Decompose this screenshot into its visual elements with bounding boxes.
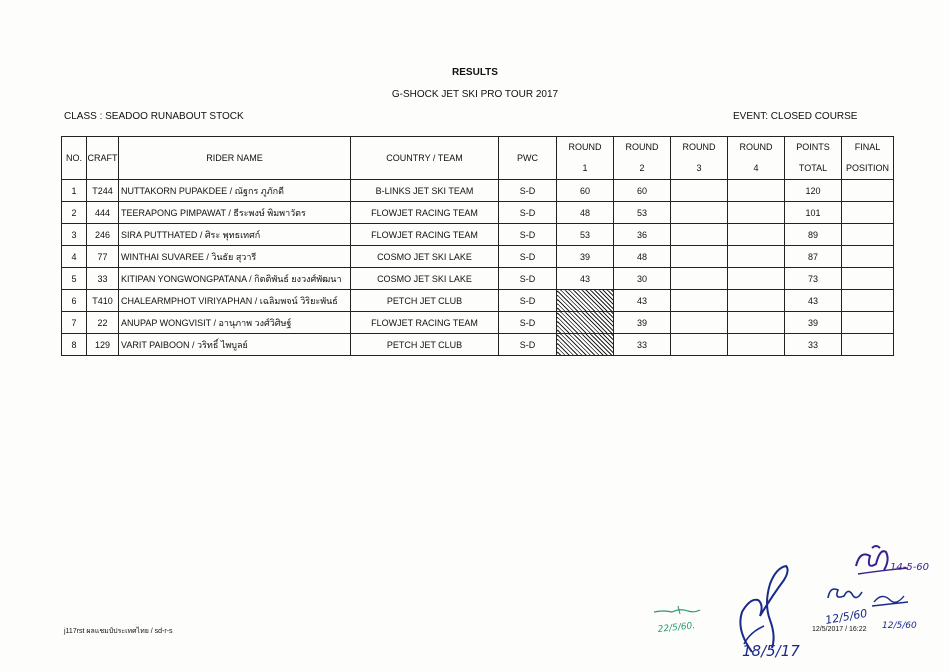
table-row	[62, 180, 894, 202]
table-row	[62, 334, 894, 356]
cell-round-2: 39	[614, 312, 671, 334]
cell-pwc: S-D	[499, 180, 557, 202]
cell-craft: 444	[87, 202, 119, 224]
cell-total: 33	[785, 334, 842, 356]
cell-pwc: S-D	[499, 290, 557, 312]
cell-round-1-hatched	[557, 334, 614, 356]
cell-craft: 33	[87, 268, 119, 290]
class-label: CLASS : SEADOO RUNABOUT STOCK	[64, 111, 244, 122]
header-final-line2: POSITION	[845, 163, 889, 173]
cell-round-3	[671, 202, 728, 224]
cell-round-1: 60	[557, 180, 614, 202]
cell-craft: T244	[87, 180, 119, 202]
table-row	[62, 290, 894, 312]
cell-craft: T410	[87, 290, 119, 312]
cell-round-2: 53	[614, 202, 671, 224]
header-round-4-line2: 4	[753, 163, 759, 173]
cell-pwc: S-D	[499, 268, 557, 290]
cell-round-2: 43	[614, 290, 671, 312]
cell-final	[842, 224, 894, 246]
cell-total: 73	[785, 268, 842, 290]
cell-round-1: 39	[557, 246, 614, 268]
header-round-2-line1: ROUND	[625, 142, 659, 152]
cell-round-2: 33	[614, 334, 671, 356]
cell-round-4	[728, 224, 785, 246]
cell-no: 5	[62, 268, 87, 290]
cell-round-3	[671, 246, 728, 268]
cell-final	[842, 180, 894, 202]
cell-round-3	[671, 268, 728, 290]
cell-round-4	[728, 268, 785, 290]
header-round-4	[728, 137, 785, 180]
event-label: EVENT: CLOSED COURSE	[733, 111, 858, 122]
cell-team: COSMO JET SKI LAKE	[351, 246, 499, 268]
signature-large-date: 18/5/17	[742, 642, 800, 658]
header-no: NO.	[62, 137, 87, 180]
cell-round-4	[728, 334, 785, 356]
table-row	[62, 312, 894, 334]
header-round-1	[557, 137, 614, 180]
cell-round-1: 43	[557, 268, 614, 290]
cell-rider: VARIT PAIBOON / วริทธิ์ ไพบูลย์	[119, 334, 351, 356]
cell-no: 1	[62, 180, 87, 202]
cell-craft: 22	[87, 312, 119, 334]
footer-print-timestamp: 12/5/2017 / 16:22	[812, 626, 867, 633]
cell-round-2: 30	[614, 268, 671, 290]
signature-purple	[846, 540, 942, 580]
cell-team: PETCH JET CLUB	[351, 334, 499, 356]
cell-pwc: S-D	[499, 312, 557, 334]
header-craft: CRAFT	[87, 137, 119, 180]
header-round-1-line1: ROUND	[568, 142, 602, 152]
document-title: RESULTS	[452, 67, 498, 78]
cell-rider: NUTTAKORN PUPAKDEE / ณัฐกร ภูภักดี	[119, 180, 351, 202]
cell-rider: ANUPAP WONGVISIT / อานุภาพ วงศ์วิศิษฐ์	[119, 312, 351, 334]
cell-final	[842, 334, 894, 356]
table-row	[62, 246, 894, 268]
cell-total: 89	[785, 224, 842, 246]
header-row	[62, 137, 894, 180]
cell-round-3	[671, 312, 728, 334]
cell-team: PETCH JET CLUB	[351, 290, 499, 312]
cell-rider: TEERAPONG PIMPAWAT / ธีระพงษ์ พิมพาวัตร	[119, 202, 351, 224]
cell-final	[842, 268, 894, 290]
table-row	[62, 202, 894, 224]
cell-no: 8	[62, 334, 87, 356]
cell-total: 120	[785, 180, 842, 202]
cell-no: 6	[62, 290, 87, 312]
cell-total: 87	[785, 246, 842, 268]
header-final	[842, 137, 894, 180]
cell-craft: 246	[87, 224, 119, 246]
cell-total: 43	[785, 290, 842, 312]
header-points-line1: POINTS	[796, 142, 830, 152]
signature-green	[650, 602, 710, 638]
cell-pwc: S-D	[499, 334, 557, 356]
cell-no: 4	[62, 246, 87, 268]
cell-round-3	[671, 180, 728, 202]
cell-round-3	[671, 224, 728, 246]
header-round-3	[671, 137, 728, 180]
cell-final	[842, 202, 894, 224]
cell-rider: KITIPAN YONGWONGPATANA / กิตติพันธ์ ยงวงศ์พัฒนา	[119, 268, 351, 290]
cell-rider: CHALEARMPHOT VIRIYAPHAN / เฉลิมพจน์ วิริยะพันธ์	[119, 290, 351, 312]
cell-round-3	[671, 290, 728, 312]
cell-round-4	[728, 290, 785, 312]
cell-round-4	[728, 202, 785, 224]
header-round-2	[614, 137, 671, 180]
header-pwc: PWC	[499, 137, 557, 180]
cell-pwc: S-D	[499, 202, 557, 224]
cell-total: 101	[785, 202, 842, 224]
signature-right-date: 12/5/60	[882, 621, 917, 631]
cell-no: 2	[62, 202, 87, 224]
header-country: COUNTRY / TEAM	[351, 137, 499, 180]
header-round-3-line1: ROUND	[682, 142, 716, 152]
header-points	[785, 137, 842, 180]
header-round-2-line2: 2	[639, 163, 645, 173]
header-points-line2: TOTAL	[798, 163, 828, 173]
cell-team: FLOWJET RACING TEAM	[351, 202, 499, 224]
cell-round-1: 48	[557, 202, 614, 224]
cell-team: B-LINKS JET SKI TEAM	[351, 180, 499, 202]
signature-green-date: 22/5/60.	[657, 621, 696, 635]
cell-round-1-hatched	[557, 290, 614, 312]
cell-round-1: 53	[557, 224, 614, 246]
cell-craft: 129	[87, 334, 119, 356]
cell-no: 7	[62, 312, 87, 334]
cell-final	[842, 290, 894, 312]
header-round-4-line1: ROUND	[739, 142, 773, 152]
cell-round-2: 60	[614, 180, 671, 202]
cell-no: 3	[62, 224, 87, 246]
header-round-3-line2: 3	[696, 163, 702, 173]
cell-pwc: S-D	[499, 246, 557, 268]
results-table	[61, 136, 894, 356]
cell-final	[842, 246, 894, 268]
header-round-1-line2: 1	[582, 163, 588, 173]
signature-large-blue	[724, 560, 814, 658]
header-final-line1: FINAL	[854, 142, 881, 152]
cell-craft: 77	[87, 246, 119, 268]
cell-team: COSMO JET SKI LAKE	[351, 268, 499, 290]
document-subtitle: G-SHOCK JET SKI PRO TOUR 2017	[391, 89, 559, 100]
cell-round-4	[728, 180, 785, 202]
cell-rider: WINTHAI SUVAREE / วินธัย สุวารี	[119, 246, 351, 268]
cell-round-3	[671, 334, 728, 356]
cell-round-4	[728, 312, 785, 334]
signature-purple-date: 14-5-60	[890, 562, 930, 573]
cell-team: FLOWJET RACING TEAM	[351, 224, 499, 246]
cell-total: 39	[785, 312, 842, 334]
cell-round-4	[728, 246, 785, 268]
footer-file-reference: j117rst ผลแชมป์ประเทศไทย / sd-r-s	[64, 628, 173, 635]
header-rider: RIDER NAME	[119, 137, 351, 180]
table-row	[62, 224, 894, 246]
cell-round-2: 48	[614, 246, 671, 268]
signature-right-blue	[868, 588, 928, 634]
table-row	[62, 268, 894, 290]
cell-team: FLOWJET RACING TEAM	[351, 312, 499, 334]
cell-final	[842, 312, 894, 334]
cell-pwc: S-D	[499, 224, 557, 246]
cell-round-1-hatched	[557, 312, 614, 334]
cell-round-2: 36	[614, 224, 671, 246]
signature-small-date: 12/5/60	[824, 606, 869, 627]
cell-rider: SIRA PUTTHATED / ศิระ พุทธเทศก์	[119, 224, 351, 246]
